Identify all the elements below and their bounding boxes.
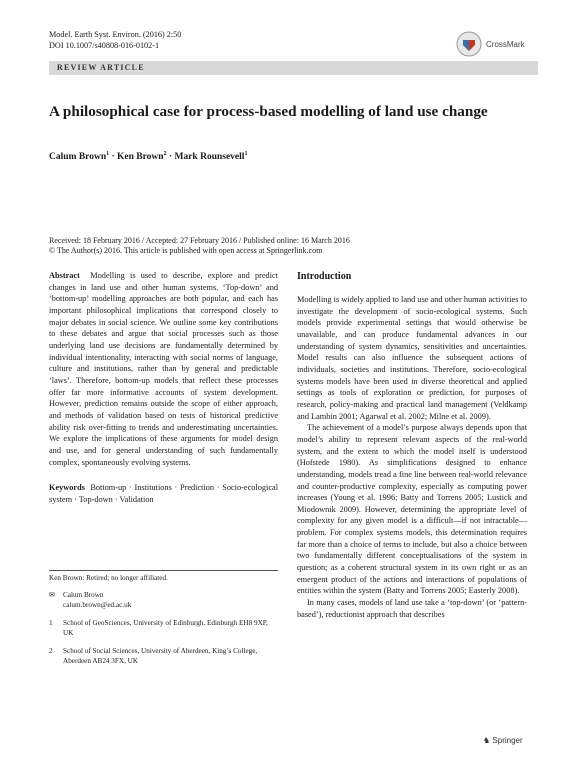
article-type: REVIEW ARTICLE: [57, 63, 145, 72]
citation-link[interactable]: 2009: [339, 504, 357, 514]
publisher-name: Springer: [492, 736, 523, 745]
citation-link[interactable]: 1980: [338, 458, 356, 468]
publication-dates: [49, 236, 529, 256]
corresponding-author: [49, 590, 278, 610]
intro-paragraph-1: Modelling is widely applied to land use and other human activities to investigate the development of socio-ecological systems. Such models provide experimental settings that would otherwise be unavailable, and can produce fundamental advances in our understanding of system dynamics, sensitivities and uncertainties. Model results can also influence the subsequent actions of individuals, societies and institutions. Therefore, socio-ecological systems models have been used in diverse theoretical and applied settings as tools of exploration or prediction, for purposes of research, policy-making and practical land management (Veldkamp and Lambin 2001; Agarwal et al. 2002; Milne et al. 2009).: [297, 295, 527, 421]
citation-link[interactable]: 1996: [378, 493, 396, 503]
keywords: [49, 482, 278, 505]
contact-block: [49, 590, 278, 674]
crossmark-label: CrossMark: [486, 40, 525, 49]
doi[interactable]: DOI 10.1007/s40808-016-0102-1: [49, 41, 160, 50]
publisher-logo: [483, 736, 523, 745]
author-list: Calum Brown$^1$ · Ken Brown$^2$ · Mark Rounsevell$^1$: [49, 151, 248, 163]
citation-link[interactable]: 2008: [497, 586, 515, 596]
footnote-divider: [49, 570, 278, 571]
author-name[interactable]: Mark Rounsevell: [174, 152, 245, 163]
citation-link[interactable]: 2009: [469, 411, 486, 421]
affiliation-text: School of GeoSciences, University of Edinburgh, Edinburgh EH8 9XP, UK: [63, 619, 268, 637]
author-affiliation-mark: 1: [244, 151, 248, 157]
abstract-label: Abstract: [49, 271, 80, 280]
dates-line: Received: 18 February 2016 / Accepted: 27 February 2016 / Published online: 16 March 2016: [49, 236, 350, 245]
contact-name: Calum Brown: [63, 591, 104, 599]
right-column: [297, 270, 527, 620]
left-column: [49, 270, 278, 505]
author-affiliation-mark: 2: [163, 151, 167, 157]
citation-link[interactable]: 2002: [408, 411, 425, 421]
affiliation-1: [49, 618, 278, 638]
envelope-icon: ✉: [49, 591, 56, 599]
abstract-text: Modelling is used to describe, explore and predict changes in land use and other human systems. ‘Top-down’ and ‘bottom-up’ modelling approaches are both popular, and each has important philosophical implications that correspond closely to major debates in social science. We outline some key contributions to these debates and argue that social processes such as those underlying land use decisions are fundamentally determined by individual intentionality, interacting with social norms of language, culture and institutions, rather than by general and predictable ‘laws’. Therefore, bottom-up models that reflect these processes offer far more informative accounts of system development. However, prediction remains outside the scope of either approach, and methods of validation based on tests of historical predictive ability risk over-fitting to trends and underestimating uncertainties. We explore the implications of these arguments for model design and use, and for general understanding of such fundamentally complex, spontaneously evolving systems.: [49, 271, 278, 467]
affiliation-text: School of Social Sciences, University of Aberdeen, King’s College, Aberdeen AB24 3FX, UK: [63, 647, 258, 665]
author-note: Ken Brown: Retired; no longer affiliated.: [49, 574, 168, 582]
author-name[interactable]: Ken Brown: [117, 152, 164, 163]
keywords-text: Bottom-up · Institutions · Prediction · Socio-ecological system · Top-down · Validation: [49, 483, 278, 504]
copyright-line: © The Author(s) 2016. This article is published with open access at Springerlink.com: [49, 246, 323, 255]
intro-paragraph-2: The achievement of a model’s purpose always depends upon that model’s ability to represent relevant aspects of the real-world system, and the extent to which the model itself is understood (Hofstede 1980). As simplifications designed to enhance understanding, models tread a fine line between real-world relevance and counter-productive complexity, especially as computing power increases (Young et al. 1996; Batty and Torrens 2005; Lustick and Miodownik 2009). However, determining the appropriate level of complexity for any given model is a difficult—if not intractable—problem. For complex systems models, this determination requires far more than a choice of terms to include, but also a choice between two fundamentally different conceptualisations of the system in question; as a coherent structural system in its own right or as an emergent product of the actions and interactions of populations of entities within the system (Batty and Torrens 2005; Easterly 2008).: [297, 423, 527, 596]
article-title: A philosophical case for process-based modelling of land use change: [49, 103, 488, 120]
citation-link[interactable]: 2005: [447, 586, 465, 596]
affiliation-2: [49, 646, 278, 666]
crossmark-icon: [455, 30, 483, 58]
affiliation-number: 2: [49, 647, 53, 655]
journal-volume: Model. Earth Syst. Environ. (2016) 2:50: [49, 30, 182, 39]
springer-horse-icon: ♞: [483, 736, 491, 745]
journal-citation: [49, 29, 181, 51]
citation-link[interactable]: 2005: [464, 493, 482, 503]
citation-link[interactable]: 2001: [338, 411, 356, 421]
author-name[interactable]: Calum Brown: [49, 152, 107, 163]
contact-email[interactable]: calum.brown@ed.ac.uk: [63, 601, 132, 609]
affiliation-number: 1: [49, 619, 53, 627]
section-heading: Introduction: [297, 271, 352, 282]
keywords-label: Keywords: [49, 483, 85, 493]
intro-paragraph-3: In many cases, models of land use take a ‘top-down’ (or ‘pattern-based’), reductionist approach that describes: [297, 598, 527, 619]
abstract: [49, 270, 278, 468]
author-affiliation-mark: 1: [106, 151, 110, 157]
